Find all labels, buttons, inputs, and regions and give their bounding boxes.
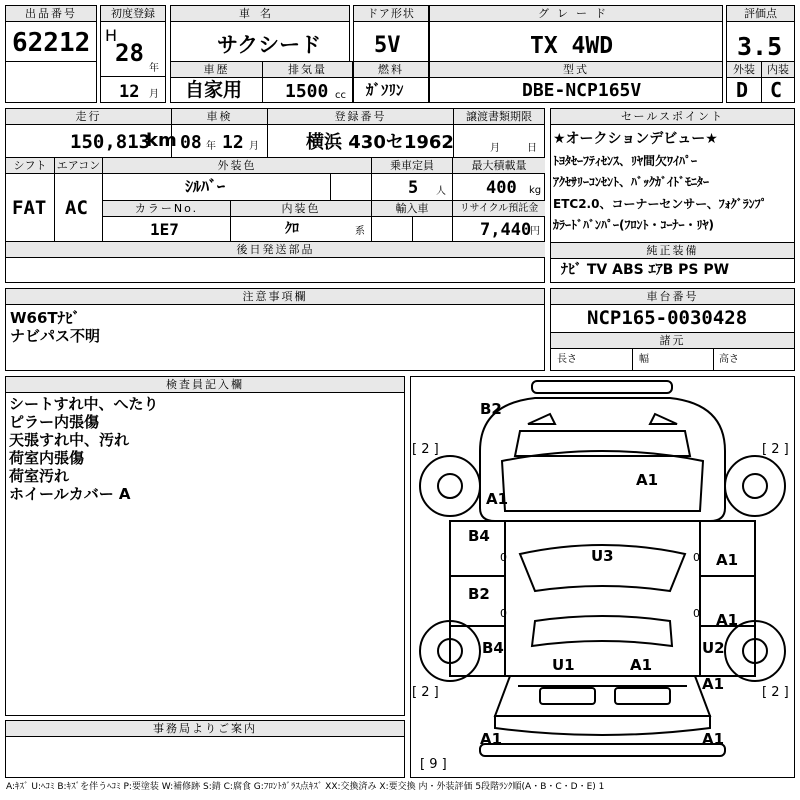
door-label: ドア形状 bbox=[354, 6, 428, 22]
import-label: 輸入車 bbox=[372, 201, 452, 217]
max-load-value: 400 bbox=[486, 178, 517, 198]
grade-box bbox=[429, 5, 723, 62]
yen-unit: 円 bbox=[530, 226, 540, 237]
grade-label: グレード bbox=[430, 6, 722, 22]
interior-value: C bbox=[770, 78, 783, 102]
insp-month-unit: 月 bbox=[249, 141, 259, 152]
capacity-unit: 人 bbox=[436, 186, 446, 197]
max-load-label: 最大積載量 bbox=[453, 158, 545, 174]
transfer-label: 譲渡書類期限 bbox=[454, 109, 544, 125]
mark-b4-left2: B4 bbox=[482, 639, 504, 657]
mark-a1-rear: A1 bbox=[630, 656, 653, 674]
displacement-label: 排気量 bbox=[263, 62, 352, 78]
tire-fl: [ 2 ] bbox=[412, 442, 439, 457]
shift-value: FAT bbox=[12, 197, 47, 219]
ac-label: エアコン bbox=[56, 159, 101, 172]
mark-zero-2: 0 bbox=[500, 607, 507, 620]
exterior-value: D bbox=[736, 78, 749, 102]
fuel-box bbox=[353, 61, 429, 103]
inspector-box bbox=[5, 376, 405, 716]
history-box bbox=[170, 61, 263, 103]
equipment-label: 純正装備 bbox=[551, 243, 794, 259]
first-reg-label: 初度登録 bbox=[101, 6, 165, 22]
color-no-value: 1E7 bbox=[150, 220, 179, 239]
tire-spare: [ 9 ] bbox=[420, 757, 447, 772]
lot-box-lower bbox=[5, 61, 97, 103]
sales-box bbox=[550, 108, 795, 283]
cc-unit: cc bbox=[335, 90, 346, 101]
displacement-value: 1500 bbox=[285, 81, 329, 102]
inspector-line: 荷室汚れ bbox=[9, 467, 70, 485]
score-label: 評価点 bbox=[727, 6, 794, 22]
first-reg-box bbox=[100, 5, 166, 103]
sales-item: ｶﾗｰﾄﾞﾊﾞﾝﾊﾟｰ(ﾌﾛﾝﾄ・ｺｰﾅｰ・ﾘﾔ) bbox=[553, 218, 714, 232]
fuel-value: ｶﾞｿﾘﾝ bbox=[366, 81, 404, 99]
era: H bbox=[105, 26, 118, 45]
int-color-unit: 系 bbox=[355, 226, 365, 237]
chassis-label: 車台番号 bbox=[551, 289, 794, 305]
ext-color-value: ｼﾙﾊﾞｰ bbox=[185, 177, 226, 196]
mark-b2-top: B2 bbox=[480, 400, 502, 418]
inspector-line: 天張すれ中、汚れ bbox=[9, 431, 130, 449]
mark-a1-left: A1 bbox=[486, 490, 509, 508]
capacity-value: 5 bbox=[408, 178, 419, 198]
transfer-day-unit: 日 bbox=[527, 143, 537, 154]
mark-zero-1: 0 bbox=[500, 551, 507, 564]
fuel-label: 燃料 bbox=[354, 62, 428, 78]
exterior-label: 外装 bbox=[727, 62, 761, 78]
plate-value: 横浜 430セ1962 bbox=[306, 132, 454, 153]
model-box bbox=[429, 61, 723, 103]
mark-zero-3: 0 bbox=[693, 551, 700, 564]
car-diagram bbox=[410, 376, 795, 778]
score-value: 3.5 bbox=[737, 32, 783, 61]
caution-line: W66Tﾅﾋﾞ bbox=[10, 309, 81, 327]
score-box bbox=[726, 5, 795, 62]
office-box bbox=[5, 720, 405, 778]
interior-box bbox=[761, 61, 795, 103]
reg-month: 12 bbox=[119, 82, 140, 102]
door-value: 5V bbox=[374, 33, 401, 58]
year-unit: 年 bbox=[149, 63, 159, 74]
legend: A:ｷｽﾞ U:ﾍｺﾐ B:ｷｽﾞを伴うﾍｺﾐ P:要塗装 W:補修跡 S:錆 C:腐食 G:ﾌﾛﾝﾄｶﾞﾗｽ点ｷｽﾞ XX:交換済み X:要交換 内・外装評価 5段階ﾗﾝｸ順(A・B・C・D・E) 1 bbox=[6, 782, 605, 792]
mark-a1-hood: A1 bbox=[636, 471, 659, 489]
mileage-label: 走行 bbox=[6, 109, 171, 125]
mark-b2-left: B2 bbox=[468, 585, 490, 603]
model-value: DBE-NCP165V bbox=[522, 80, 642, 101]
later-parts-label: 後日発送部品 bbox=[6, 242, 545, 258]
interior-label: 内装 bbox=[762, 62, 794, 78]
inspector-lines bbox=[9, 395, 159, 503]
history-label: 車歴 bbox=[171, 62, 262, 78]
caution-box bbox=[5, 288, 545, 371]
inspection-label: 車検 bbox=[172, 109, 267, 125]
insp-year-unit: 年 bbox=[206, 141, 216, 152]
history-value: 自家用 bbox=[185, 79, 243, 101]
lot-label: 出品番号 bbox=[6, 6, 96, 22]
mark-u3: U3 bbox=[591, 547, 614, 565]
sales-item: ETC2.0、コーナーセンサー、ﾌｫｸﾞﾗﾝﾌﾟ bbox=[553, 196, 767, 211]
mark-zero-4: 0 bbox=[693, 607, 700, 620]
car-name-box bbox=[170, 5, 350, 62]
displacement-box bbox=[262, 61, 353, 103]
inspector-label: 検査員記入欄 bbox=[6, 377, 404, 393]
sales-item: ★オークションデビュー★ bbox=[553, 131, 718, 147]
chassis-box bbox=[550, 288, 795, 371]
sales-label: セールスポイント bbox=[551, 109, 794, 125]
caution-lines bbox=[10, 309, 100, 345]
transfer-month-unit: 月 bbox=[490, 143, 500, 154]
kg-unit: kg bbox=[529, 185, 542, 196]
tire-rl: [ 2 ] bbox=[412, 685, 439, 700]
shift-label: シフト bbox=[6, 158, 54, 174]
km-unit: km bbox=[146, 130, 177, 151]
int-color-value: ｸﾛ bbox=[285, 221, 299, 237]
specs-label: 諸元 bbox=[551, 333, 794, 349]
chassis-number: NCP165-0030428 bbox=[587, 307, 748, 329]
month-unit: 月 bbox=[149, 89, 159, 100]
inspector-line: ホイールカバー A bbox=[9, 485, 131, 503]
sales-item: ｱｸｾｻﾘｰｺﾝｾﾝﾄ、ﾊﾞｯｸｶﾞｲﾄﾞﾓﾆﾀｰ bbox=[553, 175, 710, 189]
height-label: 高さ bbox=[719, 354, 739, 365]
recycle-value: 7,440 bbox=[480, 220, 532, 240]
inspector-line: 荷室内張傷 bbox=[9, 449, 85, 467]
grade-value: TX 4WD bbox=[530, 33, 614, 59]
inspection-month: 12 bbox=[222, 132, 244, 153]
lot-box bbox=[5, 5, 97, 62]
width-label: 幅 bbox=[639, 354, 649, 365]
mark-a1-br: A1 bbox=[702, 730, 725, 748]
mark-a1-right3: A1 bbox=[702, 675, 725, 693]
mark-a1-bl: A1 bbox=[480, 730, 503, 748]
sales-list bbox=[553, 129, 767, 237]
plate-label: 登録番号 bbox=[268, 109, 453, 125]
door-box bbox=[353, 5, 429, 62]
exterior-box bbox=[726, 61, 762, 103]
capacity-label: 乗車定員 bbox=[372, 158, 452, 174]
caution-line: ナビパス不明 bbox=[10, 327, 101, 345]
ac-value: AC bbox=[65, 197, 88, 219]
mileage-value: 150,813 bbox=[70, 131, 151, 153]
recycle-label: リサイクル預託金 bbox=[453, 201, 545, 217]
lot-number: 62212 bbox=[12, 28, 91, 58]
inspector-line: シートすれ中、へたり bbox=[9, 395, 159, 413]
color-no-label: カラーNo. bbox=[103, 201, 230, 217]
caution-label: 注意事項欄 bbox=[6, 289, 544, 305]
mark-b4-left: B4 bbox=[468, 527, 490, 545]
car-name-label: 車名 bbox=[171, 6, 349, 22]
car-name: サクシード bbox=[217, 33, 322, 57]
mark-a1-right1: A1 bbox=[716, 551, 739, 569]
int-color-label: 内装色 bbox=[231, 201, 371, 217]
tire-rr: [ 2 ] bbox=[762, 685, 789, 700]
mark-a1-right2: A1 bbox=[716, 611, 739, 629]
sales-item: ﾄﾖﾀｾｰﾌﾃｨｾﾝｽ、ﾘﾔ間欠ﾜｲﾊﾟｰ bbox=[553, 153, 698, 168]
tire-fr: [ 2 ] bbox=[762, 442, 789, 457]
ext-color-label: 外装色 bbox=[103, 158, 371, 174]
length-label: 長さ bbox=[557, 354, 577, 365]
equipment-value: ﾅﾋﾞ TV ABS ｴｱB PS PW bbox=[561, 262, 730, 278]
office-label: 事務局よりご案内 bbox=[6, 721, 404, 737]
inspector-line: ピラー内張傷 bbox=[9, 413, 100, 431]
inspection-year: 08 bbox=[180, 132, 202, 153]
mark-u2: U2 bbox=[702, 639, 725, 657]
mark-u1: U1 bbox=[552, 656, 575, 674]
reg-year: 28 bbox=[115, 39, 144, 67]
model-label: 型式 bbox=[430, 62, 722, 78]
